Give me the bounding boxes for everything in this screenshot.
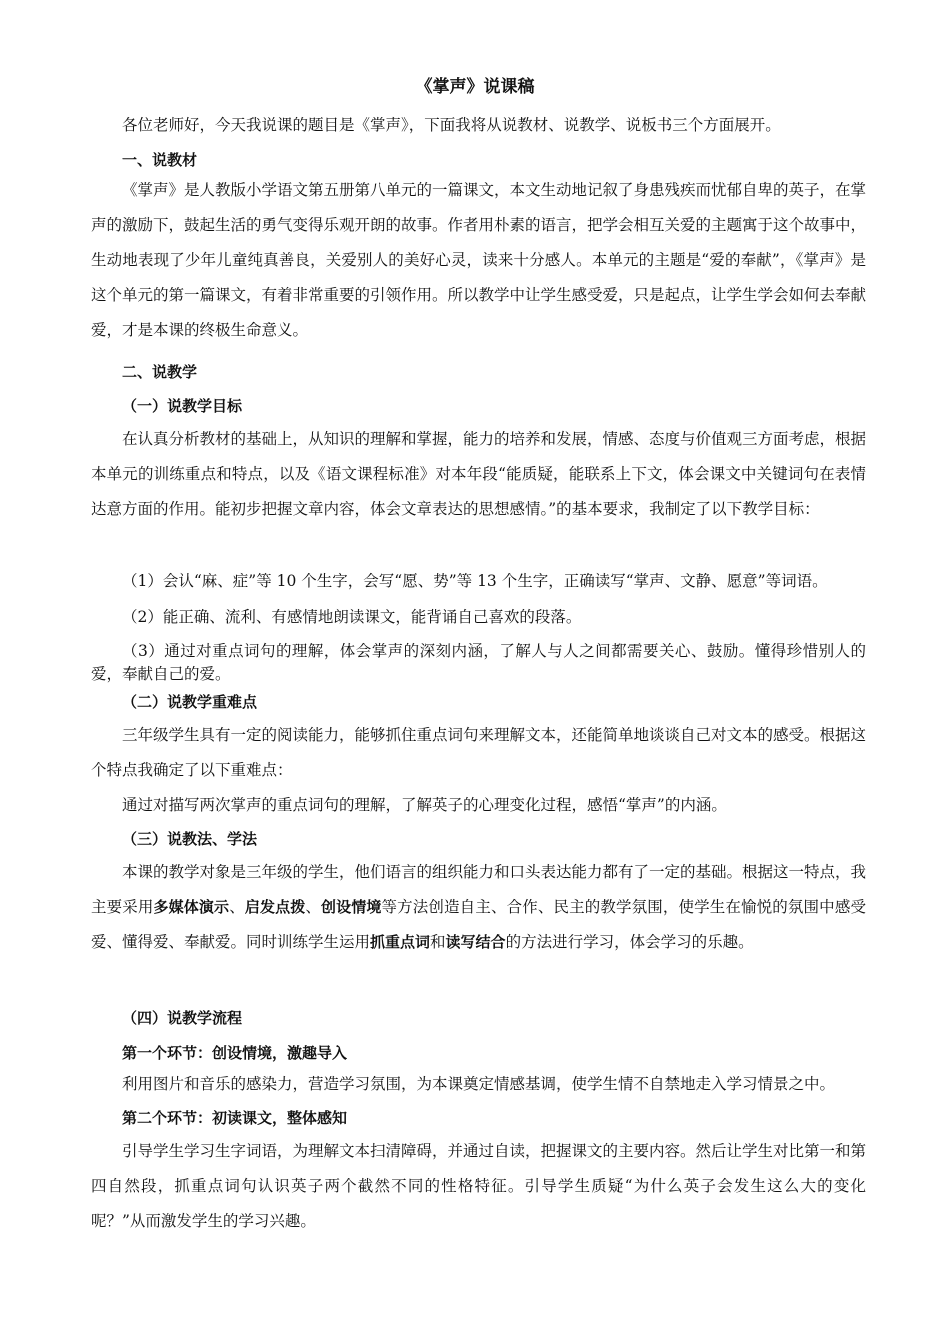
section-2-heading: 二、说教学 (122, 363, 198, 381)
goals-paragraph: 在认真分析教材的基础上，从知识的理解和掌握，能力的培养和发展，情感、态度与价值观三方面考虑，根据本单元的训练重点和特点，以及《语文课程标准》对本年段“能质疑，能联系上下文，体会课文中关键词句在表情达意方面的作用。能初步把握文章内容，体会文章表达的思想感情。”的基本要求，我制定了以下教学目标： (91, 430, 867, 518)
section-1-heading: 一、说教材 (122, 151, 198, 169)
difficulty-paragraph: 三年级学生具有一定的阅读能力，能够抓住重点词句来理解文本，还能简单地谈谈自己对文本的感受。根据这个特点我确定了以下重难点： (91, 726, 867, 779)
method-paragraph (91, 855, 866, 960)
subsection-method-heading: （三）说教法、学法 (122, 830, 258, 848)
subsection-process-heading: （四）说教学流程 (122, 1009, 243, 1027)
method-multimedia: 多媒体演示 (153, 898, 230, 916)
method-read-write: 读写结合 (445, 933, 506, 951)
method-text: 等方法创造自主、合作、民主的教学氛围，使学生在愉悦的氛围中感受爱、懂得爱、奉献爱。同时训练学生运用 (91, 898, 866, 951)
method-text: 、 (305, 898, 321, 916)
intro-paragraph: 各位老师好，今天我说课的题目是《掌声》，下面我将从说教材、说教学、说板书三个方面展开。 (122, 116, 781, 134)
method-text: 和 (430, 933, 446, 951)
goal-item-2: （2）能正确、流利、有感情地朗读课文，能背诵自己喜欢的段落。 (122, 608, 582, 626)
subsection-goals-heading: （一）说教学目标 (122, 397, 243, 415)
step-2-text: 引导学生学习生字词语，为理解文本扫清障碍，并通过自读，把握课文的主要内容。然后让学生对比第一和第四自然段，抓重点词句认识英子两个截然不同的性格特征。引导学生质疑“为什么英子会发生这么大的变化呢？”从而激发学生的学习兴趣。 (91, 1142, 867, 1230)
difficulty-point: 通过对描写两次掌声的重点词句的理解，了解英子的心理变化过程，感悟“掌声”的内涵。 (122, 796, 727, 814)
document-title: 《掌声》说课稿 (415, 77, 535, 97)
method-text: 本课的教学对象是三年级的学生，他们语言的组织能力和口头表达能力都有了一定的基础。根据这一特点，我主要采用 (91, 863, 867, 916)
step-2-heading: 第二个环节：初读课文，整体感知 (122, 1109, 348, 1127)
method-scenario: 创设情境 (321, 898, 382, 916)
goal-item-1: （1）会认“麻、症”等 10 个生字，会写“愿、势”等 13 个生字，正确读写“掌声、文静、愿意”等词语。 (122, 572, 828, 590)
step-1-text: 利用图片和音乐的感染力，营造学习氛围，为本课奠定情感基调，使学生情不自禁地走入学习情景之中。 (122, 1075, 836, 1093)
method-text: 的方法进行学习，体会学习的乐趣。 (505, 933, 754, 951)
subsection-difficulty-heading: （二）说教学重难点 (122, 693, 258, 711)
method-inspire: 启发点拨 (244, 898, 306, 916)
method-text: 、 (229, 898, 245, 916)
step-1-heading: 第一个环节：创设情境，激趣导入 (122, 1044, 348, 1062)
goal-item-3: （3）通过对重点词句的理解，体会掌声的深刻内涵，了解人与人之间都需要关心、鼓励。懂得珍惜别人的爱，奉献自己的爱。 (91, 642, 866, 683)
section-1-paragraph: 《掌声》是人教版小学语文第五册第八单元的一篇课文，本文生动地记叙了身患残疾而忧郁自卑的英子，在掌声的激励下，鼓起生活的勇气变得乐观开朗的故事。作者用朴素的语言，把学会相互关爱的主题寓于这个故事中，生动地表现了少年儿童纯真善良，关爱别人的美好心灵，读来十分感人。本单元的主题是“爱的奉献”，《掌声》是这个单元的第一篇课文，有着非常重要的引领作用。所以教学中让学生感受爱，只是起点，让学生学会如何去奉献爱，才是本课的终极生命意义。 (91, 181, 867, 339)
method-keywords: 抓重点词 (370, 933, 431, 951)
